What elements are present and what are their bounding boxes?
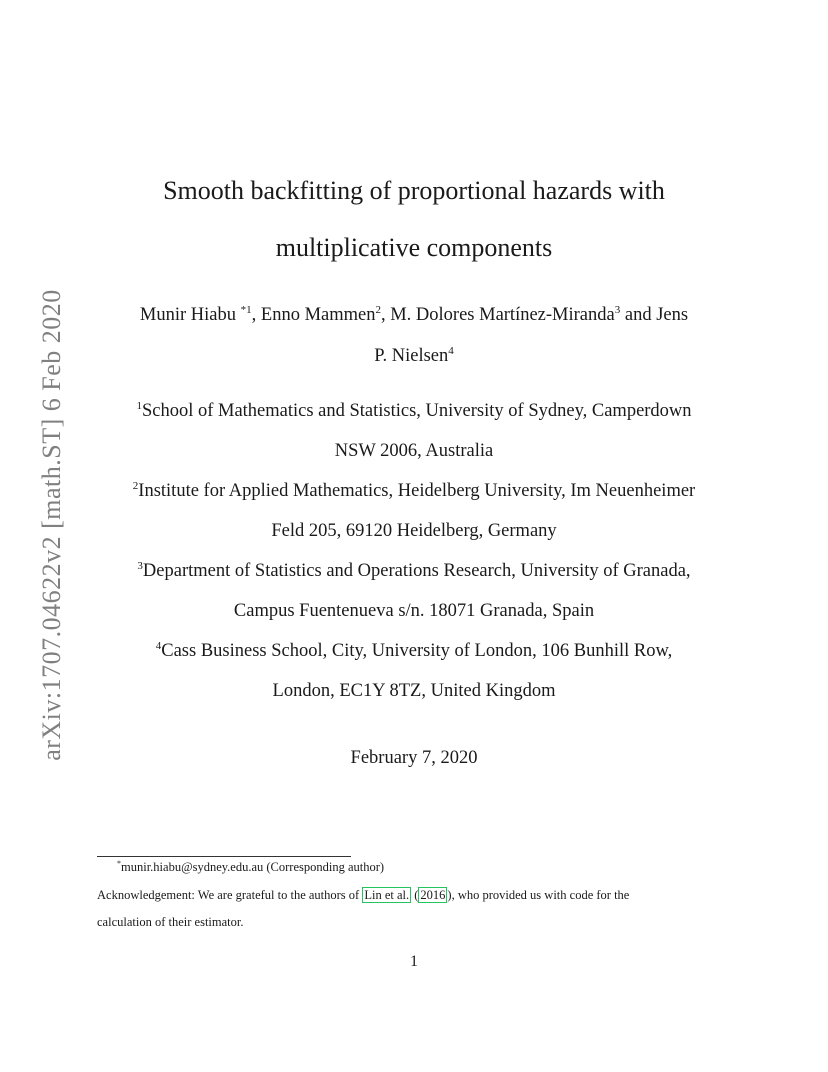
affiliation-3-mark: 3 (137, 559, 143, 572)
paper-date: February 7, 2020 (350, 748, 478, 768)
page-number: 1 (410, 953, 418, 970)
author-mark-nielsen: 4 (448, 344, 454, 357)
affiliation-3-line-1 (0, 561, 828, 582)
footnote-acknowledgement-line-2: calculation of their estimator. (97, 915, 244, 929)
author-name-martinez: , M. Dolores Martínez-Miranda (380, 305, 615, 325)
paper-title-line-2: multiplicative components (275, 233, 553, 262)
affiliation-3-text: Department of Statistics and Operations Research, University of Granada, (142, 561, 691, 581)
affiliation-4-text: Cass Business School, City, University of London, 106 Bunhill Row, (161, 641, 673, 661)
ack-cite-close: ) (447, 888, 452, 902)
affiliation-2-line-2: Feld 205, 69120 Heidelberg, Germany (271, 521, 557, 541)
footnote-acknowledgement-line-1 (97, 888, 629, 903)
author-mark-hiabu: *1 (240, 303, 252, 316)
affiliation-2-line-1 (0, 481, 828, 502)
paper-title-line-1: Smooth backfitting of proportional hazards with (163, 176, 665, 205)
citation-link-author[interactable]: Lin et al. (364, 888, 410, 902)
author-mark-mammen: 2 (375, 303, 381, 316)
footnote-corresponding (117, 860, 384, 875)
author-line-1 (0, 305, 828, 326)
affiliation-2-mark: 2 (132, 479, 139, 492)
affiliation-1-text: School of Mathematics and Statistics, University of Sydney, Camperdown (141, 401, 692, 421)
affiliation-4-line-1 (0, 641, 828, 662)
footnote-corresponding-text: munir.hiabu@sydney.edu.au (Corresponding author) (121, 860, 385, 874)
footnote-divider (97, 856, 351, 857)
footnote-corresponding-mark: * (117, 858, 121, 868)
author-line-2 (0, 346, 828, 367)
ack-suffix: , who provided us with code for the (451, 888, 630, 902)
author-mark-martinez: 3 (614, 303, 621, 316)
affiliation-2-text: Institute for Applied Mathematics, Heidelberg University, Im Neuenheimer (138, 481, 696, 501)
affiliation-1-mark: 1 (136, 399, 142, 412)
author-name-mammen: , Enno Mammen (251, 305, 376, 325)
ack-cite-open: ( (411, 888, 419, 902)
author-name-hiabu: Munir Hiabu (139, 305, 241, 325)
citation-link-year[interactable]: 2016 (420, 888, 446, 902)
affiliation-4-line-2: London, EC1Y 8TZ, United Kingdom (272, 681, 556, 701)
ack-prefix: Acknowledgement: We are grateful to the authors of (97, 888, 363, 902)
affiliation-1-line-1 (0, 401, 828, 422)
affiliation-3-line-2: Campus Fuentenueva s/n. 18071 Granada, Spain (233, 601, 595, 621)
affiliation-4-mark: 4 (155, 639, 162, 652)
affiliation-1-line-2: NSW 2006, Australia (334, 441, 494, 461)
arxiv-identifier-stamp: arXiv:1707.04622v2 [math.ST] 6 Feb 2020 (37, 289, 66, 761)
author-name-nielsen-part2: P. Nielsen (374, 346, 449, 366)
author-name-nielsen-part1: and Jens (620, 305, 689, 325)
